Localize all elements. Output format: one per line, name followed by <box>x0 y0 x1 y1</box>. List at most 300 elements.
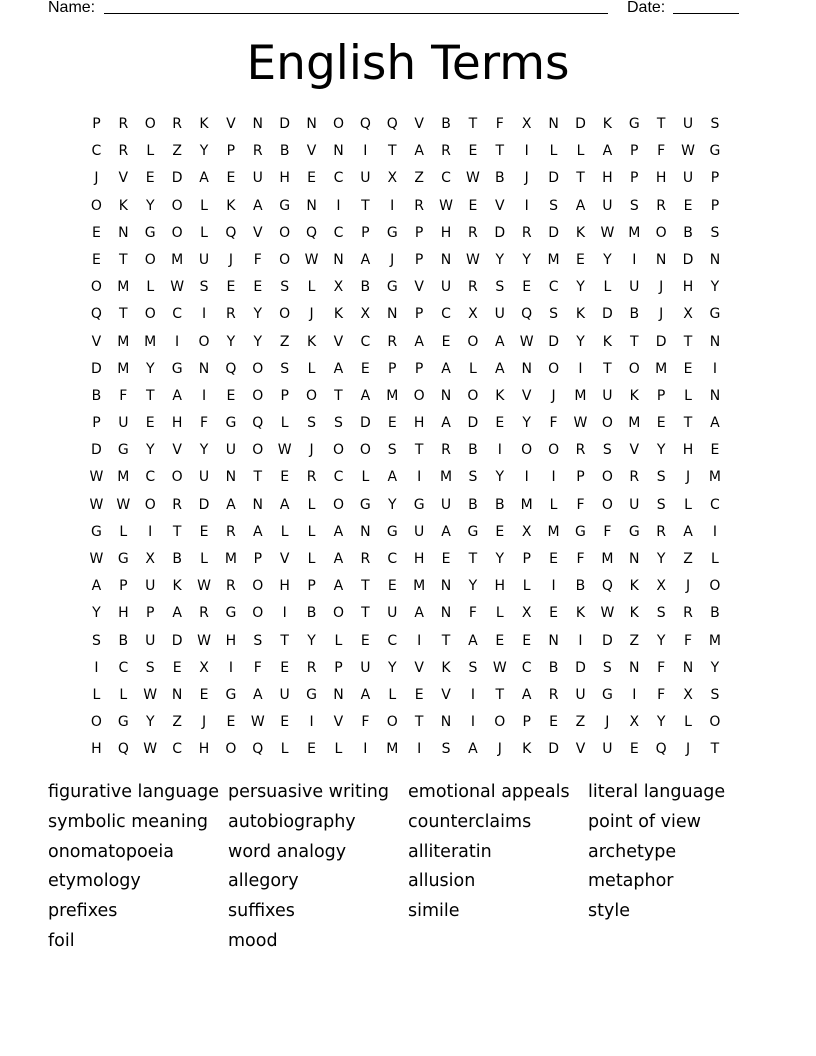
grid-letter: U <box>575 686 586 703</box>
grid-letter: I <box>551 578 556 595</box>
grid-letter: L <box>495 605 504 622</box>
grid-letter: T <box>361 605 370 622</box>
grid-letter: O <box>252 387 264 404</box>
grid-letter: C <box>441 170 451 187</box>
grid-letter: G <box>117 551 129 567</box>
grid-letter: P <box>414 224 424 241</box>
grid-letter: F <box>253 659 262 676</box>
grid-letter: H <box>655 170 667 187</box>
grid-letter: T <box>441 632 451 649</box>
grid-letter: Q <box>117 741 129 758</box>
grid-letter: L <box>307 551 316 567</box>
grid-letter: H <box>682 442 694 459</box>
grid-letter: L <box>388 686 397 703</box>
grid-letter: Y <box>603 251 612 268</box>
grid-letter: B <box>548 659 559 676</box>
grid-letter: K <box>629 387 639 404</box>
grid-letter: K <box>629 605 639 622</box>
grid-letter: A <box>414 333 424 350</box>
grid-letter: D <box>171 632 183 649</box>
grid-letter: E <box>522 279 532 296</box>
grid-letter: Y <box>656 714 666 731</box>
grid-letter: E <box>253 279 263 296</box>
grid-letter: L <box>307 360 316 377</box>
grid-letter: D <box>548 333 559 350</box>
grid-letter: G <box>386 279 398 296</box>
grid-letter: F <box>684 632 693 649</box>
grid-letter: G <box>628 116 640 132</box>
grid-letter: T <box>334 387 343 404</box>
grid-letter: G <box>91 523 102 540</box>
grid-letter: I <box>524 469 529 486</box>
word-bank-item: counterclaims <box>408 811 532 832</box>
grid-letter: T <box>119 306 128 323</box>
grid-letter: J <box>201 714 207 731</box>
grid-letter: C <box>360 333 371 350</box>
grid-letter: N <box>387 306 398 323</box>
grid-letter: R <box>414 197 424 214</box>
grid-letter: H <box>494 578 506 595</box>
grid-letter: B <box>710 605 720 622</box>
grid-letter: H <box>413 415 425 432</box>
grid-letter: R <box>629 469 640 486</box>
grid-letter: U <box>682 116 694 132</box>
grid-letter: R <box>575 442 586 459</box>
grid-letter: N <box>440 714 452 731</box>
grid-letter: D <box>198 496 210 513</box>
grid-letter: E <box>307 170 316 187</box>
grid-letter: D <box>91 360 102 377</box>
grid-letter: A <box>333 523 344 540</box>
grid-letter: Y <box>199 442 209 459</box>
grid-letter: M <box>708 632 721 649</box>
grid-letter: N <box>709 251 721 268</box>
grid-letter: W <box>250 714 265 731</box>
grid-letter: O <box>252 360 264 377</box>
grid-letter: X <box>387 170 398 187</box>
grid-letter: T <box>414 442 424 459</box>
grid-letter: W <box>89 496 104 513</box>
word-bank-item: foil <box>48 930 75 951</box>
grid-letter: L <box>200 551 208 567</box>
grid-letter: W <box>492 659 507 676</box>
grid-letter: U <box>360 170 371 187</box>
grid-letter: D <box>279 116 291 132</box>
grid-letter: E <box>226 714 236 731</box>
grid-letter: L <box>119 686 128 703</box>
grid-letter: A <box>333 551 344 567</box>
grid-letter: N <box>306 197 317 214</box>
word-bank-item: literal language <box>588 782 726 802</box>
grid-letter: Y <box>92 605 101 622</box>
grid-letter: L <box>92 686 101 703</box>
grid-letter: T <box>603 360 612 377</box>
grid-letter: N <box>360 523 371 540</box>
grid-letter: C <box>387 551 398 567</box>
grid-letter: T <box>629 333 639 350</box>
grid-letter: A <box>441 523 451 540</box>
grid-letter: M <box>117 279 130 296</box>
grid-letter: J <box>524 170 529 187</box>
grid-letter: O <box>548 360 560 377</box>
grid-letter: U <box>629 496 640 513</box>
grid-letter: V <box>333 333 344 350</box>
grid-letter: Y <box>387 496 397 513</box>
grid-letter: K <box>118 197 128 214</box>
grid-letter: N <box>171 686 183 703</box>
grid-letter: N <box>118 224 129 241</box>
grid-letter: S <box>280 360 290 377</box>
grid-letter: U <box>118 415 129 432</box>
grid-letter: D <box>548 741 559 758</box>
grid-letter: O <box>279 224 291 241</box>
grid-letter: S <box>710 224 720 241</box>
grid-letter: M <box>117 333 130 350</box>
grid-letter: P <box>710 170 720 187</box>
word-bank-item: simile <box>408 901 460 922</box>
grid-letter: L <box>334 632 343 649</box>
grid-letter: E <box>495 632 505 649</box>
grid-letter: W <box>143 741 158 758</box>
grid-letter: I <box>712 523 717 540</box>
grid-letter: C <box>145 469 156 486</box>
grid-letter: Y <box>656 442 666 459</box>
grid-letter: J <box>497 741 502 758</box>
grid-letter: O <box>144 496 156 513</box>
grid-letter: A <box>253 686 263 703</box>
grid-letter: X <box>360 306 371 323</box>
grid-letter: R <box>199 605 209 622</box>
grid-letter: G <box>628 523 640 540</box>
grid-letter: U <box>494 306 505 323</box>
grid-letter: S <box>656 605 666 622</box>
grid-letter: E <box>549 551 559 567</box>
grid-letter: L <box>280 415 289 432</box>
grid-letter: J <box>551 387 556 404</box>
grid-letter: I <box>551 469 556 486</box>
grid-letter: Q <box>359 116 371 132</box>
grid-letter: L <box>200 224 208 241</box>
grid-letter: V <box>253 224 263 241</box>
word-bank <box>48 778 768 957</box>
word-bank-item: archetype <box>588 841 677 862</box>
grid-letter: G <box>359 496 371 513</box>
grid-letter: B <box>629 306 640 323</box>
grid-letter: E <box>226 387 236 404</box>
grid-letter: I <box>363 741 368 758</box>
grid-letter: E <box>495 415 505 432</box>
grid-letter: O <box>171 197 183 214</box>
grid-letter: J <box>659 306 664 323</box>
grid-letter: S <box>710 686 720 703</box>
grid-letter: E <box>280 659 290 676</box>
grid-letter: E <box>683 360 693 377</box>
grid-letter: A <box>253 523 263 540</box>
grid-letter: T <box>361 578 370 595</box>
grid-letter: Y <box>145 714 155 731</box>
grid-letter: A <box>91 578 102 595</box>
grid-letter: M <box>413 578 426 595</box>
grid-letter: U <box>145 578 156 595</box>
grid-letter: E <box>145 170 155 187</box>
grid-letter: P <box>388 360 397 377</box>
grid-letter: J <box>390 251 395 268</box>
grid-letter: R <box>468 224 478 241</box>
grid-letter: D <box>359 415 371 432</box>
grid-letter: Z <box>414 170 424 187</box>
grid-letter: A <box>575 197 586 214</box>
grid-letter: H <box>171 415 183 432</box>
grid-letter: N <box>252 116 264 132</box>
grid-letter: V <box>575 741 586 758</box>
grid-letter: C <box>521 659 532 676</box>
grid-letter: I <box>309 714 314 731</box>
grid-letter: S <box>280 279 290 296</box>
grid-letter: N <box>333 251 344 268</box>
grid-letter: L <box>307 496 316 513</box>
grid-letter: Y <box>522 415 531 432</box>
grid-letter: X <box>333 279 344 296</box>
grid-letter: Z <box>172 714 182 731</box>
grid-letter: O <box>306 387 318 404</box>
grid-letter: V <box>91 333 102 350</box>
grid-letter: F <box>199 415 209 432</box>
grid-letter: L <box>684 714 692 731</box>
grid-letter: W <box>439 197 453 214</box>
grid-letter: L <box>334 741 343 758</box>
grid-letter: A <box>495 333 505 350</box>
grid-letter: P <box>630 143 639 160</box>
grid-letter: B <box>279 143 290 160</box>
grid-letter: P <box>334 659 343 676</box>
grid-letter: W <box>89 469 104 486</box>
word-bank-item: allusion <box>408 871 476 892</box>
grid-letter: L <box>711 551 719 567</box>
grid-letter: M <box>386 387 399 404</box>
grid-letter: V <box>333 714 344 731</box>
grid-letter: I <box>228 659 233 676</box>
grid-letter: P <box>522 714 531 731</box>
grid-letter: H <box>225 632 237 649</box>
grid-letter: K <box>306 333 317 350</box>
grid-letter: P <box>414 251 424 268</box>
grid-letter: P <box>226 143 236 160</box>
grid-letter: Q <box>521 306 533 323</box>
grid-letter: T <box>172 523 182 540</box>
grid-letter: W <box>304 251 319 268</box>
grid-letter: E <box>307 741 316 758</box>
date-blank-line <box>673 0 739 14</box>
grid-letter: B <box>495 170 505 187</box>
grid-letter: D <box>575 659 586 676</box>
grid-letter: J <box>605 714 610 731</box>
grid-letter: X <box>199 659 209 676</box>
grid-letter: O <box>467 387 479 404</box>
grid-letter: V <box>414 659 424 676</box>
grid-letter: D <box>494 224 506 241</box>
grid-letter: V <box>172 442 182 459</box>
grid-letter: I <box>524 143 529 160</box>
grid-letter: E <box>280 714 290 731</box>
grid-letter: A <box>441 415 451 432</box>
grid-letter: Y <box>226 333 236 350</box>
grid-letter: B <box>495 496 505 513</box>
word-bank-item: persuasive writing <box>228 782 389 802</box>
grid-letter: P <box>92 116 101 132</box>
grid-letter: M <box>224 551 237 567</box>
grid-letter: D <box>467 415 479 432</box>
grid-letter: X <box>683 686 693 703</box>
grid-letter: L <box>549 496 558 513</box>
grid-letter: G <box>709 306 721 323</box>
grid-letter: N <box>548 632 559 649</box>
grid-letter: F <box>361 714 370 731</box>
grid-letter: Q <box>225 360 237 377</box>
grid-letter: M <box>439 469 453 486</box>
grid-letter: L <box>307 523 316 540</box>
grid-letter: V <box>118 170 129 187</box>
grid-letter: E <box>629 741 639 758</box>
grid-letter: N <box>440 605 452 622</box>
grid-letter: H <box>682 279 694 296</box>
grid-letter: K <box>575 605 586 622</box>
grid-letter: Z <box>279 333 290 350</box>
grid-letter: J <box>94 170 99 187</box>
grid-letter: O <box>171 469 183 486</box>
grid-letter: F <box>495 116 504 132</box>
grid-letter: E <box>226 170 236 187</box>
grid-letter: A <box>414 143 424 160</box>
grid-letter: K <box>172 578 182 595</box>
grid-letter: G <box>413 496 425 513</box>
word-bank-item: word analogy <box>228 841 347 862</box>
grid-letter: C <box>333 170 344 187</box>
grid-letter: M <box>574 387 587 404</box>
grid-letter: U <box>252 170 263 187</box>
grid-letter: O <box>655 224 667 241</box>
grid-letter: B <box>91 387 102 404</box>
grid-letter: R <box>468 279 478 296</box>
grid-letter: W <box>277 442 292 459</box>
grid-letter: Y <box>576 279 585 296</box>
grid-letter: J <box>685 578 691 595</box>
grid-letter: R <box>521 224 532 241</box>
grid-letter: S <box>92 632 101 649</box>
word-bank-item: style <box>588 901 630 922</box>
grid-letter: U <box>360 659 371 676</box>
grid-letter: G <box>225 686 237 703</box>
grid-letter: V <box>279 551 290 567</box>
grid-letter: P <box>119 578 128 595</box>
grid-letter: Y <box>710 279 720 296</box>
grid-letter: T <box>495 686 505 703</box>
grid-letter: O <box>252 578 264 595</box>
grid-letter: S <box>549 197 559 214</box>
grid-letter: S <box>710 116 720 132</box>
grid-letter: B <box>118 632 129 649</box>
grid-letter: K <box>226 197 236 214</box>
grid-letter: L <box>684 387 692 404</box>
grid-letter: W <box>89 551 104 567</box>
grid-letter: X <box>683 306 693 323</box>
grid-letter: O <box>601 496 613 513</box>
grid-letter: E <box>468 197 478 214</box>
grid-letter: U <box>440 496 452 513</box>
grid-letter: E <box>387 415 397 432</box>
grid-letter: I <box>632 686 637 703</box>
grid-letter: A <box>683 523 693 540</box>
grid-letter: L <box>146 279 155 296</box>
grid-letter: A <box>333 578 344 595</box>
grid-letter: Y <box>656 551 666 567</box>
grid-letter: J <box>309 306 314 323</box>
grid-letter: W <box>197 632 211 649</box>
grid-letter: H <box>440 224 452 241</box>
grid-letter: N <box>709 333 721 350</box>
grid-letter: M <box>117 360 130 377</box>
grid-letter: N <box>252 496 264 513</box>
grid-letter: R <box>172 116 182 132</box>
name-blank-line <box>104 0 608 14</box>
grid-letter: D <box>575 116 586 132</box>
grid-letter: G <box>225 605 237 622</box>
grid-letter: G <box>709 143 721 160</box>
grid-letter: I <box>282 605 287 622</box>
grid-letter: J <box>685 469 691 486</box>
grid-letter: Q <box>601 578 613 595</box>
grid-letter: F <box>468 605 477 622</box>
grid-letter: V <box>441 686 451 703</box>
grid-letter: S <box>199 279 209 296</box>
grid-letter: U <box>145 632 156 649</box>
grid-letter: P <box>414 360 424 377</box>
grid-letter: A <box>226 496 236 513</box>
grid-letter: O <box>332 605 344 622</box>
grid-letter: O <box>198 333 210 350</box>
grid-letter: I <box>417 741 422 758</box>
grid-letter: F <box>576 551 585 567</box>
grid-letter: A <box>602 143 613 160</box>
grid-letter: F <box>657 143 666 160</box>
grid-letter: L <box>146 143 155 160</box>
grid-letter: I <box>632 251 637 268</box>
grid-letter: I <box>175 333 180 350</box>
grid-letter: Y <box>495 251 505 268</box>
grid-letter: C <box>333 469 344 486</box>
grid-letter: J <box>659 279 664 296</box>
word-bank-item: alliteratin <box>408 841 492 862</box>
grid-letter: R <box>656 523 667 540</box>
grid-letter: Q <box>252 741 264 758</box>
grid-letter: L <box>361 469 370 486</box>
grid-letter: I <box>497 442 502 459</box>
grid-letter: U <box>387 605 398 622</box>
grid-letter: E <box>145 415 155 432</box>
grid-letter: H <box>118 605 129 622</box>
grid-letter: S <box>656 469 666 486</box>
grid-letter: Y <box>199 143 209 160</box>
grid-letter: O <box>467 333 479 350</box>
grid-letter: Q <box>225 224 237 241</box>
word-bank-item: prefixes <box>48 901 118 922</box>
grid-letter: O <box>494 714 506 731</box>
grid-letter: E <box>280 469 290 486</box>
grid-letter: P <box>253 551 263 567</box>
grid-letter: G <box>601 686 613 703</box>
grid-letter: B <box>575 578 586 595</box>
grid-letter: P <box>710 197 720 214</box>
grid-letter: V <box>226 116 236 132</box>
